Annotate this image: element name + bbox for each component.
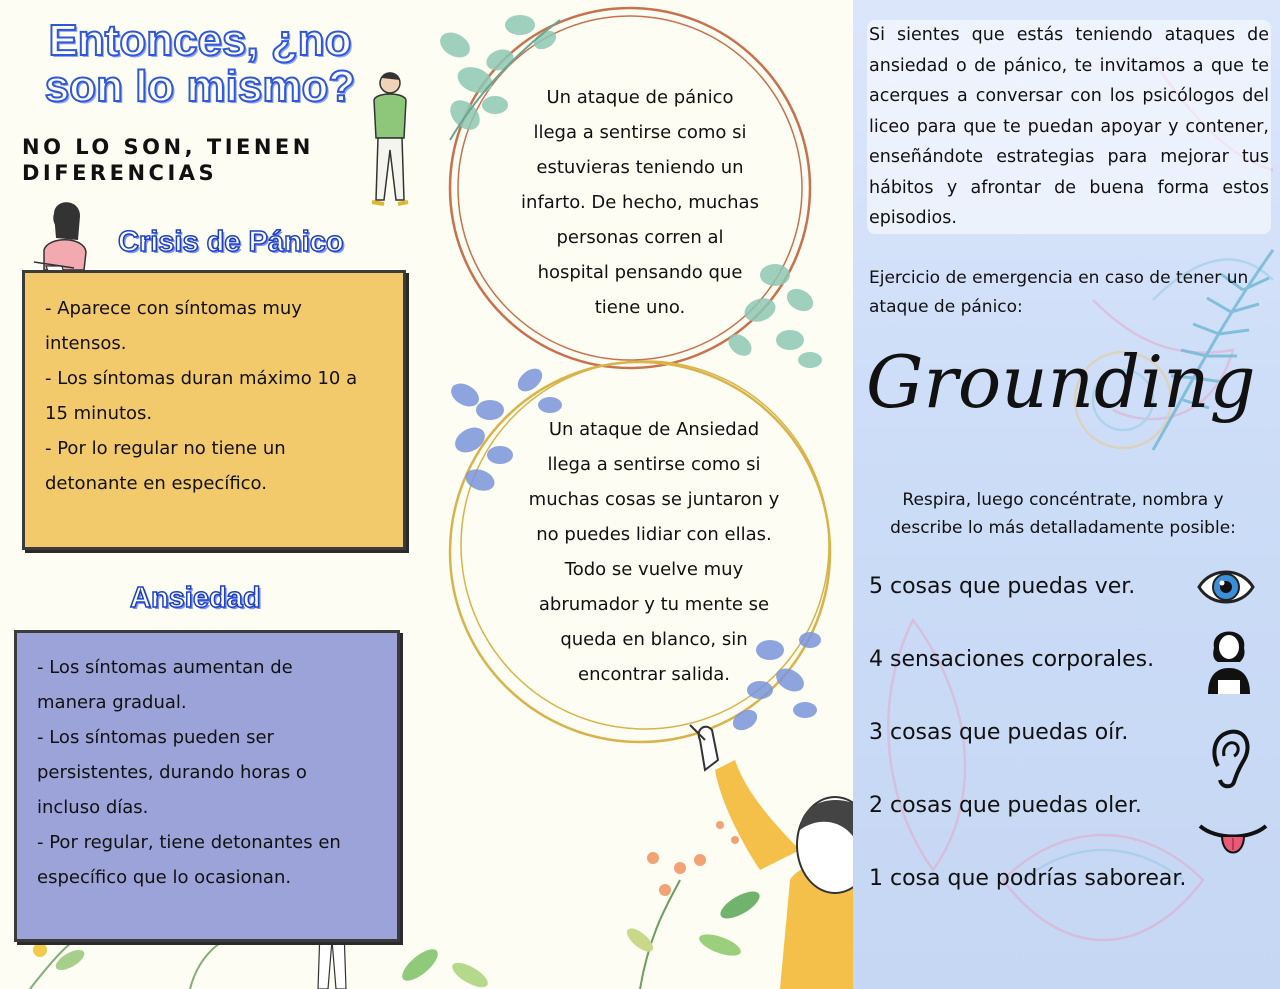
page-title-line-1: Entonces, ¿no bbox=[48, 16, 352, 65]
ansiedad-section-title: Ansiedad bbox=[130, 582, 261, 614]
crisis-line: intensos. bbox=[45, 333, 127, 354]
anxiety-line: muchas cosas se juntaron y bbox=[528, 489, 780, 510]
page-subtitle bbox=[22, 134, 352, 186]
ansiedad-line: - Los síntomas pueden ser bbox=[37, 727, 274, 748]
panic-line: infarto. De hecho, muchas bbox=[521, 192, 759, 213]
anxiety-line: llega a sentirse como si bbox=[547, 454, 761, 475]
tongue-icon bbox=[1196, 818, 1270, 866]
panic-line: llega a sentirse como si bbox=[533, 122, 747, 143]
psychologist-invitation-text: Si sientes que estás teniendo ataques de ansiedad o de pánico, te invitamos a que te acerques a conversar con los psicólogos del liceo para que te puedan apoyar y contener, enseñándote estrategias para mejorar tus hábitos y afrontar de buena forma estos episodios. bbox=[867, 20, 1271, 234]
subtitle-line-1: NO LO SON, TIENEN bbox=[22, 135, 314, 159]
crisis-line: - Aparece con síntomas muy bbox=[45, 298, 302, 319]
anxiety-line: Todo se vuelve muy bbox=[564, 559, 744, 580]
panic-line: Un ataque de pánico bbox=[546, 87, 734, 108]
anxiety-line: encontrar salida. bbox=[578, 664, 730, 685]
crisis-line: 15 minutos. bbox=[45, 403, 153, 424]
panic-line: tiene uno. bbox=[594, 297, 686, 318]
sense-item-taste: 1 cosa que podrías saborear. bbox=[869, 866, 1187, 891]
ansiedad-line: - Por regular, tiene detonantes en bbox=[37, 832, 341, 853]
grounding-heading: Grounding bbox=[866, 340, 1256, 424]
sense-item-see: 5 cosas que puedas ver. bbox=[869, 574, 1136, 599]
ansiedad-line: incluso días. bbox=[37, 797, 149, 818]
panic-attack-description bbox=[505, 80, 775, 325]
ansiedad-info-box bbox=[14, 630, 400, 942]
ansiedad-line: manera gradual. bbox=[37, 692, 187, 713]
anxiety-line: abrumador y tu mente se bbox=[538, 594, 770, 615]
subtitle-line-2: DIFERENCIAS bbox=[22, 161, 218, 185]
crisis-section-title: Crisis de Pánico bbox=[118, 226, 344, 258]
panic-line: personas corren al bbox=[556, 227, 724, 248]
sense-item-body: 4 sensaciones corporales. bbox=[869, 647, 1155, 672]
eye-icon bbox=[1196, 562, 1256, 612]
anxiety-attack-description bbox=[518, 412, 790, 692]
crisis-line: - Los síntomas duran máximo 10 a bbox=[45, 368, 358, 389]
emergency-exercise-label: Ejercicio de emergencia en caso de tener un ataque de pánico: bbox=[869, 268, 1249, 317]
grounding-instructions: Respira, luego concéntrate, nombra y describe lo más detalladamente posible: bbox=[890, 490, 1236, 538]
ansiedad-line: - Los síntomas aumentan de bbox=[37, 657, 293, 678]
anxiety-line: no puedes lidiar con ellas. bbox=[536, 524, 772, 545]
ansiedad-line: específico que lo ocasionan. bbox=[37, 867, 292, 888]
page-title-line-2: son lo mismo? bbox=[44, 62, 356, 111]
crisis-info-box bbox=[22, 270, 406, 550]
person-icon bbox=[1202, 620, 1256, 694]
panic-line: estuvieras teniendo un bbox=[536, 157, 744, 178]
crisis-line: - Por lo regular no tiene un bbox=[45, 438, 286, 459]
panic-line: hospital pensando que bbox=[537, 262, 743, 283]
ansiedad-line: persistentes, durando horas o bbox=[37, 762, 307, 783]
sense-item-hear: 3 cosas que puedas oír. bbox=[869, 720, 1129, 745]
anxiety-line: Un ataque de Ansiedad bbox=[548, 419, 760, 440]
ear-icon bbox=[1208, 726, 1252, 790]
page-title bbox=[30, 18, 370, 110]
anxiety-line: queda en blanco, sin bbox=[560, 629, 748, 650]
sense-item-smell: 2 cosas que puedas oler. bbox=[869, 793, 1142, 818]
crisis-line: detonante en específico. bbox=[45, 473, 267, 494]
